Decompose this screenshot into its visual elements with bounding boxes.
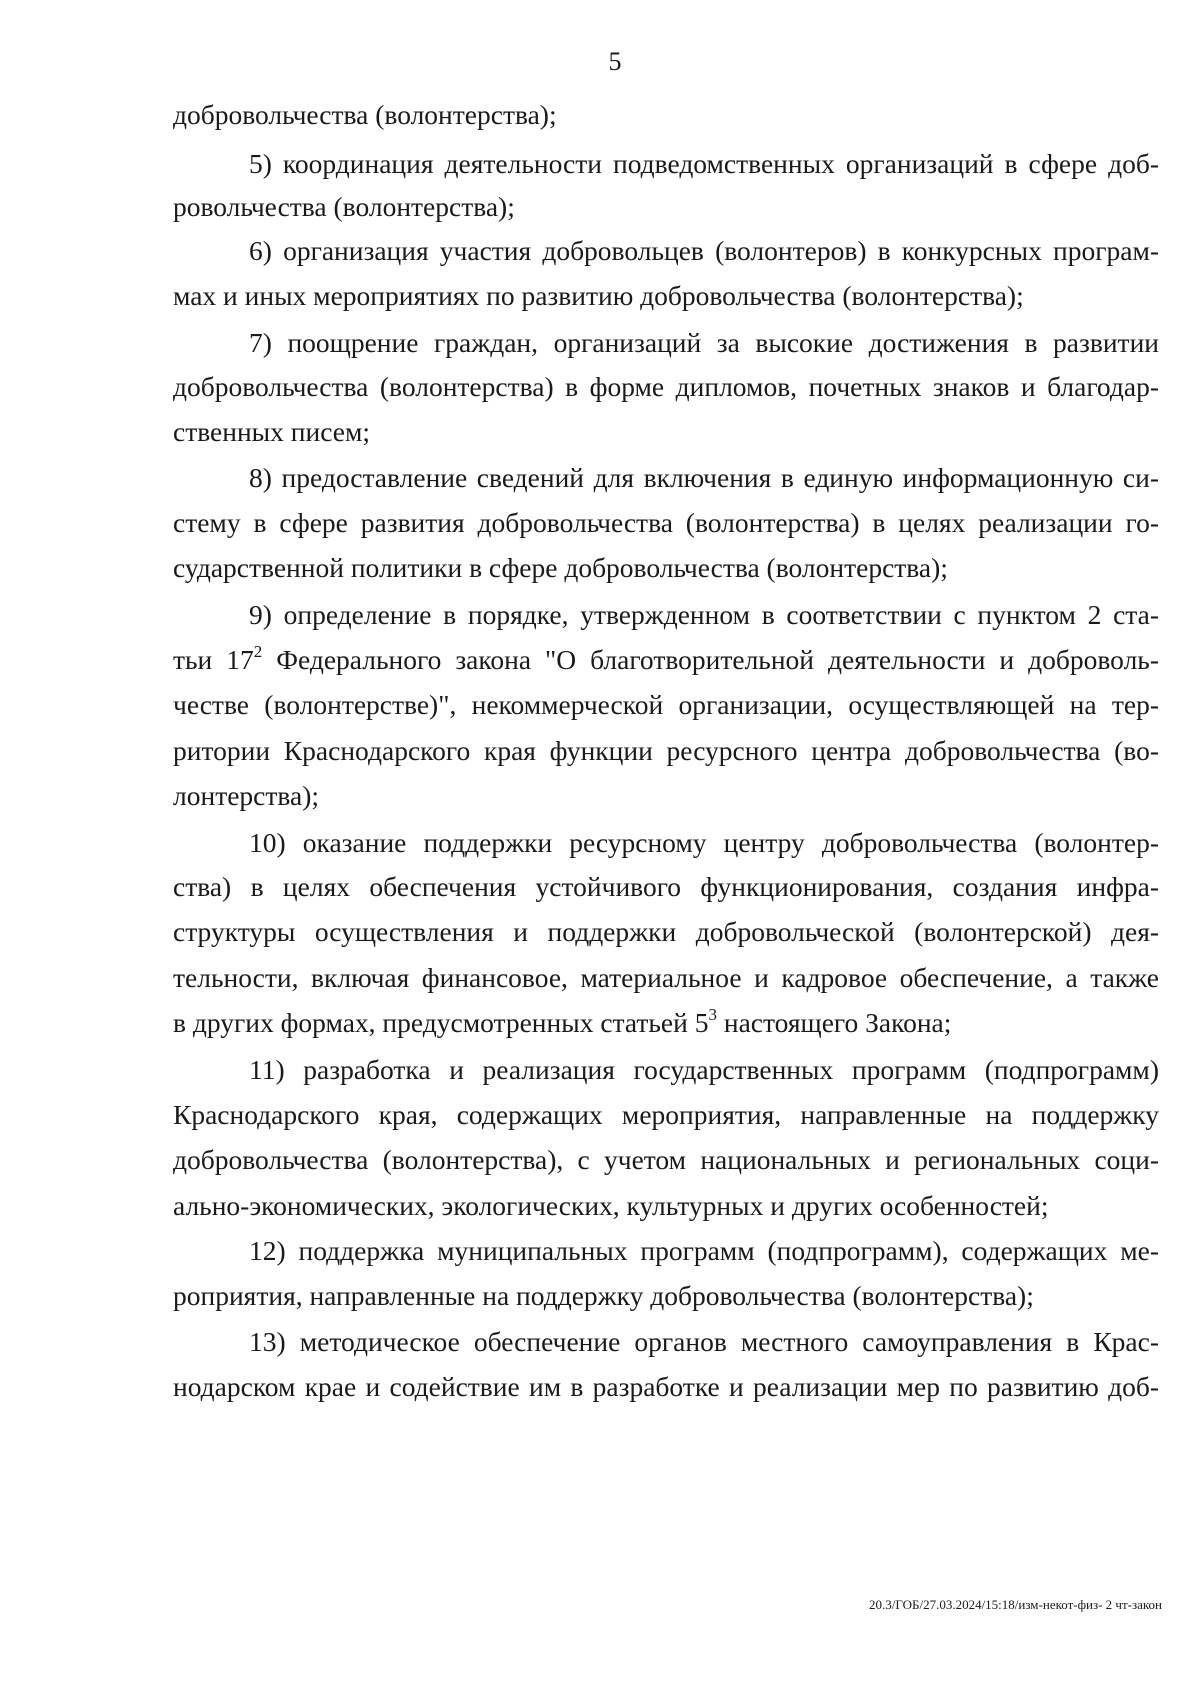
- footer-stamp: 20.3/ГОБ/27.03.2024/15:18/изм-некот-физ- 2 чт-закон: [869, 1597, 1162, 1612]
- text-part: настоящего Закона;: [717, 1007, 952, 1038]
- text-line: 7) поощрение граждан, организаций за высокие достижения в развитии: [249, 327, 1159, 358]
- text-line: добровольчества (волонтерства), с учетом национальных и региональных соци-: [173, 1144, 1159, 1175]
- text-line: нодарском крае и содействие им в разработке и реализации мер по развитию доб-: [173, 1371, 1159, 1402]
- text-line: 11) разработка и реализация государственных программ (подпрограмм): [249, 1054, 1159, 1085]
- text-part: Федерального закона "О благотворительной деятельности и доброволь-: [262, 644, 1159, 675]
- text-line: добровольчества (волонтерства) в форме дипломов, почетных знаков и благодар-: [173, 371, 1159, 402]
- text-line: Краснодарского края, содержащих мероприятия, направленные на поддержку: [173, 1099, 1159, 1130]
- text-line: лонтерства);: [173, 780, 320, 811]
- page-number: 5: [608, 47, 622, 76]
- superscript: 2: [253, 641, 263, 661]
- text-part: тьи 17: [173, 644, 254, 675]
- text-line: тельности, включая финансовое, материальное и кадровое обеспечение, а также: [173, 962, 1159, 993]
- text-line: 9) определение в порядке, утвержденном в соответствии с пунктом 2 ста-: [249, 599, 1159, 630]
- text-line: 5) координация деятельности подведомственных организаций в сфере доб-: [249, 148, 1159, 179]
- text-line: структуры осуществления и поддержки добровольческой (волонтерской) дея-: [173, 916, 1159, 947]
- text-line: ственных писем;: [173, 416, 371, 447]
- text-line: мах и иных мероприятиях по развитию добровольчества (волонтерства);: [173, 280, 1024, 311]
- text-line: 12) поддержка муниципальных программ (подпрограмм), содержащих ме-: [249, 1235, 1159, 1266]
- text-line: роприятия, направленные на поддержку добровольчества (волонтерства);: [173, 1280, 1034, 1311]
- text-line: ально-экономических, экологических, культурных и других особенностей;: [173, 1190, 1049, 1221]
- text-line: 6) организация участия добровольцев (волонтеров) в конкурсных програм-: [249, 235, 1159, 266]
- superscript: 3: [708, 1004, 717, 1024]
- text-line: 8) предоставление сведений для включения в единую информационную си-: [249, 462, 1159, 493]
- text-part: в других формах, предусмотренных статьей 5: [173, 1007, 709, 1038]
- text-line: добровольчества (волонтерства);: [173, 99, 557, 130]
- text-line: честве (волонтерстве)", некоммерческой организации, осуществляющей на тер-: [173, 689, 1159, 720]
- text-line: ровольчества (волонтерства);: [173, 191, 515, 222]
- text-line-with-superscript: [173, 635, 1159, 684]
- text-line: 13) методическое обеспечение органов местного самоуправления в Крас-: [249, 1326, 1159, 1357]
- text-line: сударственной политики в сфере добровольчества (волонтерства);: [173, 552, 948, 583]
- text-line: ритории Краснодарского края функции ресурсного центра добровольчества (во-: [173, 735, 1159, 766]
- text-line: ства) в целях обеспечения устойчивого функционирования, создания инфра-: [173, 871, 1159, 902]
- text-line: стему в сфере развития добровольчества (волонтерства) в целях реализации го-: [173, 507, 1159, 538]
- text-line: 10) оказание поддержки ресурсному центру добровольчества (волонтер-: [249, 827, 1159, 858]
- text-line-with-superscript: [173, 998, 1159, 1047]
